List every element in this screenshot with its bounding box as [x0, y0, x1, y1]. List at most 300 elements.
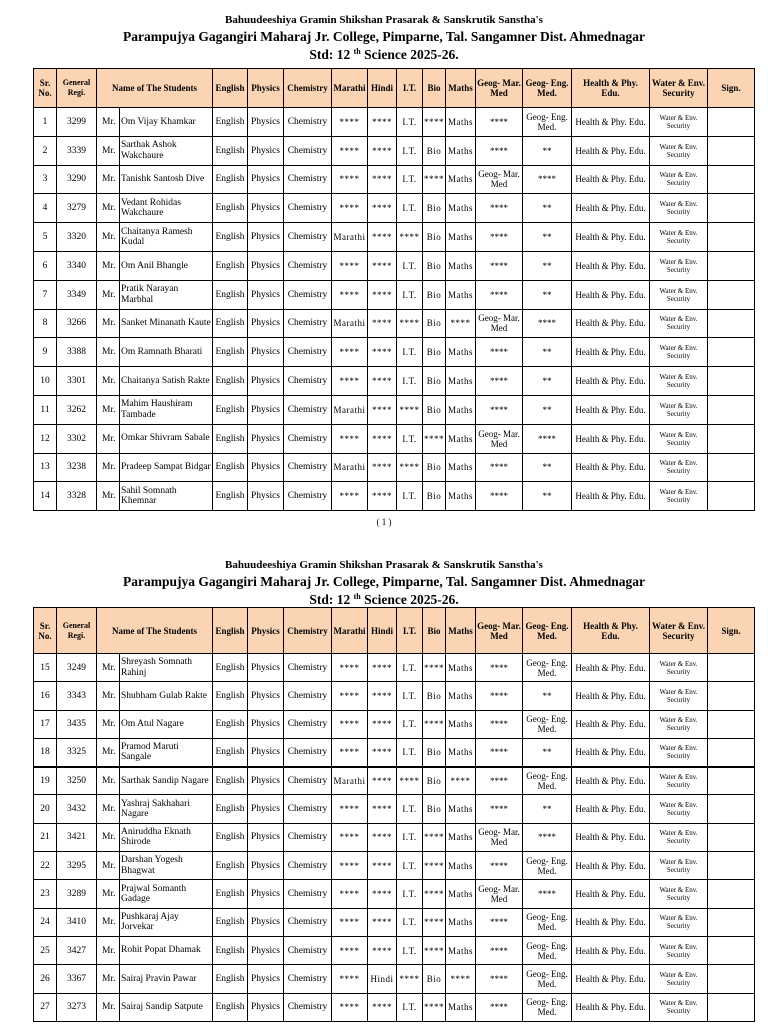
hindi-cell: **** — [368, 682, 397, 710]
sign-cell[interactable] — [708, 936, 755, 964]
col-marathi: Marathi — [332, 69, 368, 108]
water-cell: Water & Env. Security — [650, 223, 708, 252]
marathi-cell: **** — [332, 823, 368, 851]
geog-eng-cell: ** — [523, 482, 572, 511]
col-marathi: Marathi — [332, 608, 368, 654]
title-cell: Mr. — [97, 280, 120, 309]
english-cell: English — [213, 136, 248, 165]
bio-cell: Bio — [423, 395, 446, 424]
table-row — [34, 367, 755, 396]
bio-cell: **** — [423, 852, 446, 880]
regi-cell: 3410 — [57, 908, 97, 936]
marathi-cell: **** — [332, 367, 368, 396]
sign-cell[interactable] — [708, 309, 755, 338]
chemistry-cell: Chemistry — [284, 338, 332, 367]
table-row — [34, 738, 755, 766]
chemistry-cell: Chemistry — [284, 823, 332, 851]
hindi-cell: **** — [368, 251, 397, 280]
table-row — [34, 424, 755, 453]
student-name: Sarthak Ashok Wakchaure — [120, 136, 213, 165]
regi-cell: 3435 — [57, 710, 97, 738]
student-name: Mahim Haushiram Tambade — [120, 395, 213, 424]
col-water: Water & Env. Security — [650, 608, 708, 654]
hindi-cell: **** — [368, 482, 397, 511]
water-cell: Water & Env. Security — [650, 251, 708, 280]
sign-cell[interactable] — [708, 852, 755, 880]
student-name: Yashraj Sakhahari Nagare — [120, 795, 213, 823]
bio-cell: Bio — [423, 194, 446, 223]
marathi-cell: Marathi — [332, 767, 368, 795]
physics-cell: Physics — [248, 482, 284, 511]
it-cell: I.T. — [397, 908, 423, 936]
title-cell: Mr. — [97, 136, 120, 165]
col-sign: Sign. — [708, 608, 755, 654]
table-body — [34, 654, 755, 1022]
std-suffix: Science 2025-26. — [360, 592, 459, 607]
physics-cell: Physics — [248, 710, 284, 738]
it-cell: I.T. — [397, 710, 423, 738]
bio-cell: Bio — [423, 453, 446, 482]
sign-cell[interactable] — [708, 710, 755, 738]
it-cell: I.T. — [397, 682, 423, 710]
col-regi: General Regi. — [57, 69, 97, 108]
geog-eng-cell: ** — [523, 136, 572, 165]
health-cell: Health & Phy. Edu. — [572, 852, 650, 880]
hindi-cell: **** — [368, 852, 397, 880]
sr-cell: 20 — [34, 795, 57, 823]
student-name: Pushkaraj Ajay Jorvekar — [120, 908, 213, 936]
regi-cell: 3343 — [57, 682, 97, 710]
student-name: Om Atul Nagare — [120, 710, 213, 738]
table-row — [34, 338, 755, 367]
hindi-cell: **** — [368, 908, 397, 936]
water-cell: Water & Env. Security — [650, 309, 708, 338]
geog-eng-cell: **** — [523, 165, 572, 194]
geog-cell: **** — [476, 223, 523, 252]
title-cell: Mr. — [97, 223, 120, 252]
title-cell: Mr. — [97, 682, 120, 710]
health-cell: Health & Phy. Edu. — [572, 367, 650, 396]
sign-cell[interactable] — [708, 280, 755, 309]
health-cell: Health & Phy. Edu. — [572, 936, 650, 964]
water-cell: Water & Env. Security — [650, 936, 708, 964]
geog-cell: **** — [476, 767, 523, 795]
table-row — [34, 280, 755, 309]
water-cell: Water & Env. Security — [650, 654, 708, 682]
bio-cell: **** — [423, 710, 446, 738]
marathi-cell: **** — [332, 108, 368, 137]
sign-cell[interactable] — [708, 908, 755, 936]
english-cell: English — [213, 654, 248, 682]
society-name: Bahuudeeshiya Gramin Shikshan Prasarak & Sanskrutik Sanstha's — [225, 559, 543, 571]
sr-cell: 14 — [34, 482, 57, 511]
geog-cell: **** — [476, 482, 523, 511]
geog-eng-cell: Geog- Eng. Med. — [523, 654, 572, 682]
chemistry-cell: Chemistry — [284, 280, 332, 309]
sign-cell[interactable] — [708, 165, 755, 194]
chemistry-cell: Chemistry — [284, 367, 332, 396]
physics-cell: Physics — [248, 823, 284, 851]
health-cell: Health & Phy. Edu. — [572, 710, 650, 738]
sr-cell: 9 — [34, 338, 57, 367]
geog-cell: **** — [476, 710, 523, 738]
bio-cell: **** — [423, 908, 446, 936]
english-cell: English — [213, 965, 248, 993]
sr-cell: 24 — [34, 908, 57, 936]
regi-cell: 3339 — [57, 136, 97, 165]
geog-eng-cell: ** — [523, 395, 572, 424]
geog-eng-cell: ** — [523, 795, 572, 823]
student-name: Shubham Gulab Rakte — [120, 682, 213, 710]
geog-eng-cell: ** — [523, 453, 572, 482]
bio-cell: **** — [423, 823, 446, 851]
hindi-cell: **** — [368, 936, 397, 964]
physics-cell: Physics — [248, 852, 284, 880]
water-cell: Water & Env. Security — [650, 108, 708, 137]
chemistry-cell: Chemistry — [284, 194, 332, 223]
table-row — [34, 880, 755, 908]
std-sup: th — [353, 592, 361, 601]
health-cell: Health & Phy. Edu. — [572, 993, 650, 1021]
english-cell: English — [213, 223, 248, 252]
health-cell: Health & Phy. Edu. — [572, 795, 650, 823]
water-cell: Water & Env. Security — [650, 795, 708, 823]
title-cell: Mr. — [97, 908, 120, 936]
sign-cell[interactable] — [708, 395, 755, 424]
bio-cell: **** — [423, 654, 446, 682]
water-cell: Water & Env. Security — [650, 453, 708, 482]
geog-cell: **** — [476, 251, 523, 280]
chemistry-cell: Chemistry — [284, 880, 332, 908]
standard-line — [0, 46, 768, 63]
it-cell: I.T. — [397, 165, 423, 194]
sign-cell[interactable] — [708, 108, 755, 137]
title-cell: Mr. — [97, 936, 120, 964]
table-row — [34, 852, 755, 880]
physics-cell: Physics — [248, 165, 284, 194]
student-name: Sanket Minanath Kaute — [120, 309, 213, 338]
regi-cell: 3349 — [57, 280, 97, 309]
physics-cell: Physics — [248, 682, 284, 710]
sign-cell[interactable] — [708, 136, 755, 165]
chemistry-cell: Chemistry — [284, 136, 332, 165]
it-cell: **** — [397, 767, 423, 795]
marathi-cell: **** — [332, 165, 368, 194]
chemistry-cell: Chemistry — [284, 795, 332, 823]
marathi-cell: **** — [332, 251, 368, 280]
geog-eng-cell: Geog- Eng. Med. — [523, 108, 572, 137]
student-name: Sarthak Sandip Nagare — [120, 767, 213, 795]
physics-cell: Physics — [248, 367, 284, 396]
maths-cell: Maths — [446, 367, 476, 396]
student-name: Sahil Somnath Khemnar — [120, 482, 213, 511]
chemistry-cell: Chemistry — [284, 424, 332, 453]
hindi-cell: **** — [368, 395, 397, 424]
regi-cell: 3299 — [57, 108, 97, 137]
water-cell: Water & Env. Security — [650, 136, 708, 165]
english-cell: English — [213, 767, 248, 795]
title-cell: Mr. — [97, 108, 120, 137]
physics-cell: Physics — [248, 936, 284, 964]
it-cell: I.T. — [397, 194, 423, 223]
water-cell: Water & Env. Security — [650, 993, 708, 1021]
english-cell: English — [213, 367, 248, 396]
student-name: Prajwal Somanth Gadage — [120, 880, 213, 908]
col-hindi: Hindi — [368, 69, 397, 108]
sr-cell: 26 — [34, 965, 57, 993]
table-row — [34, 136, 755, 165]
physics-cell: Physics — [248, 338, 284, 367]
chemistry-cell: Chemistry — [284, 908, 332, 936]
table-header-row — [34, 69, 755, 108]
sr-cell: 15 — [34, 654, 57, 682]
col-sign: Sign. — [708, 69, 755, 108]
table-row — [34, 682, 755, 710]
std-sup: th — [353, 47, 361, 56]
table-row — [34, 309, 755, 338]
water-cell: Water & Env. Security — [650, 338, 708, 367]
regi-cell: 3266 — [57, 309, 97, 338]
water-cell: Water & Env. Security — [650, 395, 708, 424]
sr-cell: 27 — [34, 993, 57, 1021]
page-2 — [0, 545, 768, 1018]
regi-cell: 3290 — [57, 165, 97, 194]
maths-cell: Maths — [446, 710, 476, 738]
col-geog-eng: Geog- Eng. Med. — [523, 608, 572, 654]
water-cell: Water & Env. Security — [650, 482, 708, 511]
table-body — [34, 108, 755, 511]
sr-cell: 16 — [34, 682, 57, 710]
physics-cell: Physics — [248, 309, 284, 338]
chemistry-cell: Chemistry — [284, 654, 332, 682]
title-cell: Mr. — [97, 767, 120, 795]
table-row — [34, 482, 755, 511]
it-cell: I.T. — [397, 993, 423, 1021]
sign-cell[interactable] — [708, 654, 755, 682]
geog-eng-cell: Geog- Eng. Med. — [523, 852, 572, 880]
sign-cell[interactable] — [708, 251, 755, 280]
sign-cell[interactable] — [708, 223, 755, 252]
table-row — [34, 223, 755, 252]
geog-eng-cell: Geog- Eng. Med. — [523, 965, 572, 993]
bio-cell: **** — [423, 993, 446, 1021]
water-cell: Water & Env. Security — [650, 908, 708, 936]
table-row — [34, 795, 755, 823]
sign-cell[interactable] — [708, 424, 755, 453]
bio-cell: **** — [423, 936, 446, 964]
table-row — [34, 194, 755, 223]
it-cell: I.T. — [397, 367, 423, 396]
hindi-cell: **** — [368, 654, 397, 682]
physics-cell: Physics — [248, 795, 284, 823]
it-cell: I.T. — [397, 251, 423, 280]
geog-cell: **** — [476, 338, 523, 367]
water-cell: Water & Env. Security — [650, 767, 708, 795]
sign-cell[interactable] — [708, 482, 755, 511]
marathi-cell: **** — [332, 338, 368, 367]
english-cell: English — [213, 823, 248, 851]
sign-cell[interactable] — [708, 367, 755, 396]
sr-cell: 12 — [34, 424, 57, 453]
col-maths: Maths — [446, 69, 476, 108]
geog-eng-cell: ** — [523, 682, 572, 710]
table-row — [34, 767, 755, 795]
title-cell: Mr. — [97, 367, 120, 396]
col-bio: Bio — [423, 69, 446, 108]
geog-cell: Geog- Mar. Med — [476, 424, 523, 453]
sr-cell: 19 — [34, 767, 57, 795]
english-cell: English — [213, 194, 248, 223]
sign-cell[interactable] — [708, 767, 755, 795]
english-cell: English — [213, 453, 248, 482]
student-name: Rohit Popat Dhamak — [120, 936, 213, 964]
physics-cell: Physics — [248, 194, 284, 223]
title-cell: Mr. — [97, 654, 120, 682]
sign-cell[interactable] — [708, 795, 755, 823]
water-cell: Water & Env. Security — [650, 965, 708, 993]
bio-cell: **** — [423, 880, 446, 908]
health-cell: Health & Phy. Edu. — [572, 738, 650, 766]
it-cell: **** — [397, 453, 423, 482]
regi-cell: 3289 — [57, 880, 97, 908]
bio-cell: **** — [423, 424, 446, 453]
bio-cell: Bio — [423, 965, 446, 993]
geog-eng-cell: ** — [523, 367, 572, 396]
hindi-cell: **** — [368, 880, 397, 908]
title-cell: Mr. — [97, 194, 120, 223]
regi-cell: 3250 — [57, 767, 97, 795]
english-cell: English — [213, 993, 248, 1021]
regi-cell: 3320 — [57, 223, 97, 252]
title-cell: Mr. — [97, 453, 120, 482]
maths-cell: Maths — [446, 482, 476, 511]
geog-eng-cell: Geog- Eng. Med. — [523, 936, 572, 964]
maths-cell: Maths — [446, 682, 476, 710]
sign-cell[interactable] — [708, 338, 755, 367]
sign-cell[interactable] — [708, 453, 755, 482]
chemistry-cell: Chemistry — [284, 223, 332, 252]
english-cell: English — [213, 482, 248, 511]
regi-cell: 3249 — [57, 654, 97, 682]
bio-cell: Bio — [423, 136, 446, 165]
maths-cell: Maths — [446, 424, 476, 453]
title-cell: Mr. — [97, 482, 120, 511]
hindi-cell: **** — [368, 738, 397, 766]
col-it: I.T. — [397, 608, 423, 654]
hindi-cell: **** — [368, 823, 397, 851]
geog-eng-cell: ** — [523, 738, 572, 766]
english-cell: English — [213, 852, 248, 880]
col-english: English — [213, 69, 248, 108]
water-cell: Water & Env. Security — [650, 280, 708, 309]
table-row — [34, 453, 755, 482]
std-prefix: Std: 12 — [309, 592, 351, 607]
hindi-cell: **** — [368, 795, 397, 823]
health-cell: Health & Phy. Edu. — [572, 194, 650, 223]
document-header — [0, 0, 768, 63]
hindi-cell: **** — [368, 453, 397, 482]
marathi-cell: **** — [332, 136, 368, 165]
sign-cell[interactable] — [708, 738, 755, 766]
geog-cell: **** — [476, 136, 523, 165]
marathi-cell: **** — [332, 654, 368, 682]
water-cell: Water & Env. Security — [650, 165, 708, 194]
student-name: Tanishk Santosh Dive — [120, 165, 213, 194]
it-cell: I.T. — [397, 482, 423, 511]
health-cell: Health & Phy. Edu. — [572, 136, 650, 165]
marathi-cell: **** — [332, 880, 368, 908]
student-name: Sairaj Pravin Pawar — [120, 965, 213, 993]
geog-cell: **** — [476, 395, 523, 424]
regi-cell: 3295 — [57, 852, 97, 880]
hindi-cell: **** — [368, 223, 397, 252]
chemistry-cell: Chemistry — [284, 993, 332, 1021]
bio-cell: Bio — [423, 338, 446, 367]
hindi-cell: **** — [368, 767, 397, 795]
bio-cell: Bio — [423, 767, 446, 795]
water-cell: Water & Env. Security — [650, 710, 708, 738]
student-name: Darshan Yogesh Bhagwat — [120, 852, 213, 880]
health-cell: Health & Phy. Edu. — [572, 223, 650, 252]
sr-cell: 22 — [34, 852, 57, 880]
health-cell: Health & Phy. Edu. — [572, 965, 650, 993]
title-cell: Mr. — [97, 880, 120, 908]
sign-cell[interactable] — [708, 823, 755, 851]
sign-cell[interactable] — [708, 965, 755, 993]
health-cell: Health & Phy. Edu. — [572, 280, 650, 309]
marathi-cell: Marathi — [332, 223, 368, 252]
table-row — [34, 936, 755, 964]
table-row — [34, 965, 755, 993]
regi-cell: 3262 — [57, 395, 97, 424]
hindi-cell: **** — [368, 280, 397, 309]
geog-eng-cell: ** — [523, 194, 572, 223]
marathi-cell: **** — [332, 738, 368, 766]
document-header — [0, 545, 768, 608]
it-cell: I.T. — [397, 424, 423, 453]
sign-cell[interactable] — [708, 682, 755, 710]
col-it: I.T. — [397, 69, 423, 108]
title-cell: Mr. — [97, 993, 120, 1021]
sr-cell: 25 — [34, 936, 57, 964]
regi-cell: 3421 — [57, 823, 97, 851]
marathi-cell: **** — [332, 936, 368, 964]
chemistry-cell: Chemistry — [284, 309, 332, 338]
chemistry-cell: Chemistry — [284, 251, 332, 280]
english-cell: English — [213, 795, 248, 823]
sign-cell[interactable] — [708, 880, 755, 908]
student-name: Chaitanya Satish Rakte — [120, 367, 213, 396]
geog-cell: **** — [476, 852, 523, 880]
regi-cell: 3328 — [57, 482, 97, 511]
maths-cell: Maths — [446, 338, 476, 367]
sign-cell[interactable] — [708, 194, 755, 223]
geog-cell: **** — [476, 795, 523, 823]
student-name: Shreyash Somnath Rahinj — [120, 654, 213, 682]
english-cell: English — [213, 738, 248, 766]
bio-cell: Bio — [423, 251, 446, 280]
hindi-cell: Hindi — [368, 965, 397, 993]
bio-cell: Bio — [423, 682, 446, 710]
health-cell: Health & Phy. Edu. — [572, 165, 650, 194]
regi-cell: 3302 — [57, 424, 97, 453]
english-cell: English — [213, 108, 248, 137]
sr-cell: 4 — [34, 194, 57, 223]
sign-cell[interactable] — [708, 993, 755, 1021]
physics-cell: Physics — [248, 738, 284, 766]
col-regi: General Regi. — [57, 608, 97, 654]
geog-cell: **** — [476, 738, 523, 766]
